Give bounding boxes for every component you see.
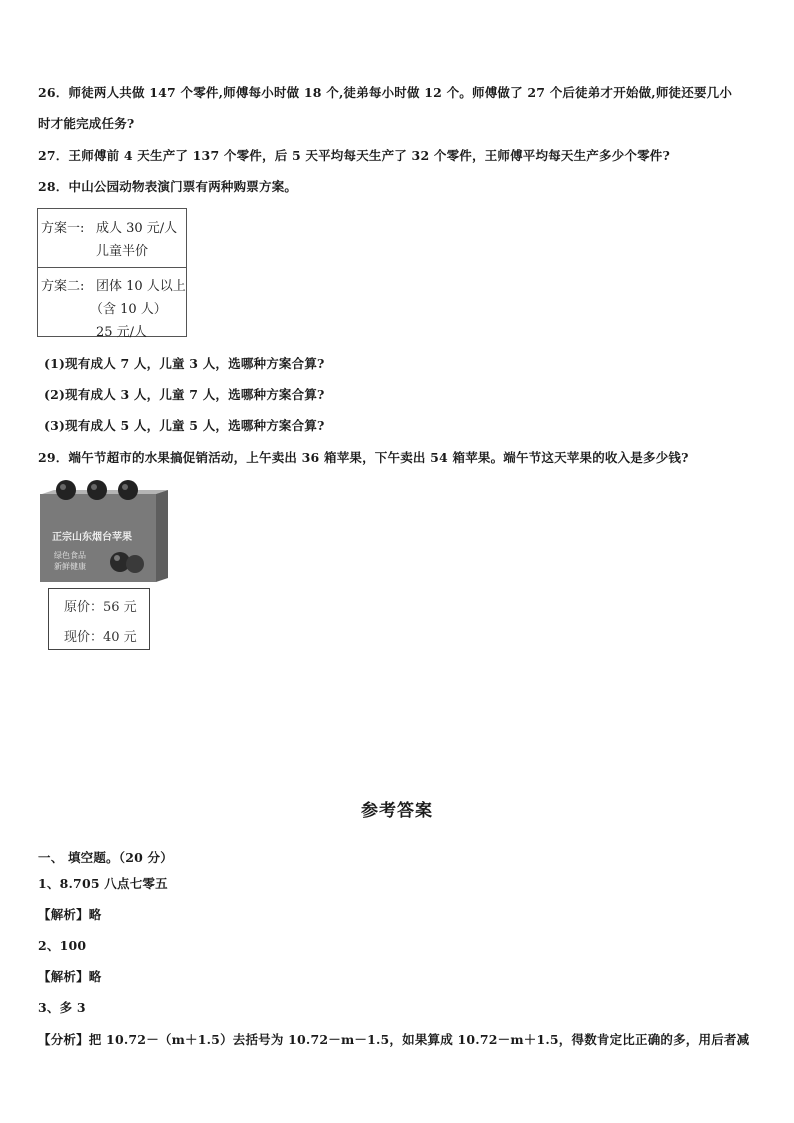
answers-title: 参考答案 (361, 801, 433, 821)
price-tag-box (48, 588, 150, 650)
answer-1-note: 【解析】略 (38, 907, 102, 922)
answers-section-1: 一、 填空题。（20 分） (38, 850, 173, 865)
ticket-plan-box (37, 208, 187, 340)
plan2-group-rule: 团体 10 人以上 (96, 279, 186, 294)
box-side-face (156, 490, 168, 582)
answer-3-note: 【分析】把 10.72－（m＋1.5）去括号为 10.72－m－1.5，如果算成 10.72－m＋1.5，得数肯定比正确的多，用后者减 (38, 1032, 750, 1047)
apple-icon (87, 480, 107, 500)
answer-1: 1、8.705 八点七零五 (38, 876, 168, 891)
question-26-line2: 时才能完成任务? (38, 116, 135, 131)
apple-icon (126, 555, 144, 573)
plan1-child-price: 儿童半价 (96, 244, 149, 259)
question-28-sub1: (1)现有成人 7 人，儿童 3 人，选哪种方案合算? (44, 356, 325, 371)
answer-3: 3、多 3 (38, 1000, 86, 1015)
apple-icon (56, 480, 76, 500)
plan-divider (38, 267, 186, 268)
plan1-label: 方案一: (41, 221, 85, 236)
question-26-line1: 26．师徒两人共做 147 个零件,师傅每小时做 18 个,徒弟每小时做 12 个。师傅做了 27 个后徒弟才开始做,师徒还要几小 (38, 85, 733, 100)
plan2-label: 方案二: (41, 279, 85, 294)
plan1-adult-price: 成人 30 元/人 (96, 221, 178, 236)
box-brand-text: 正宗山东烟台苹果 (52, 532, 132, 543)
question-28-sub3: (3)现有成人 5 人，儿童 5 人，选哪种方案合算? (44, 418, 325, 433)
current-price: 现价：40 元 (64, 630, 137, 645)
question-28: 28．中山公园动物表演门票有两种购票方案。 (38, 179, 298, 194)
plan2-group-note: （含 10 人） (90, 302, 167, 317)
plan2-price: 25 元/人 (96, 325, 148, 340)
question-29: 29．端午节超市的水果搞促销活动，上午卖出 36 箱苹果，下午卖出 54 箱苹果。端午节这天苹果的收入是多少钱? (38, 450, 689, 465)
box-slogan-2: 新鲜健康 (54, 562, 86, 571)
apple-box-illustration (38, 480, 170, 586)
question-28-sub2: (2)现有成人 3 人，儿童 7 人，选哪种方案合算? (44, 387, 325, 402)
original-price: 原价：56 元 (64, 600, 137, 615)
question-27: 27．王师傅前 4 天生产了 137 个零件，后 5 天平均每天生产了 32 个零件，王师傅平均每天生产多少个零件? (38, 148, 671, 163)
box-slogan-1: 绿色食品 (54, 551, 86, 560)
answer-2: 2、100 (38, 938, 87, 953)
apple-icon (118, 480, 138, 500)
answer-2-note: 【解析】略 (38, 969, 102, 984)
